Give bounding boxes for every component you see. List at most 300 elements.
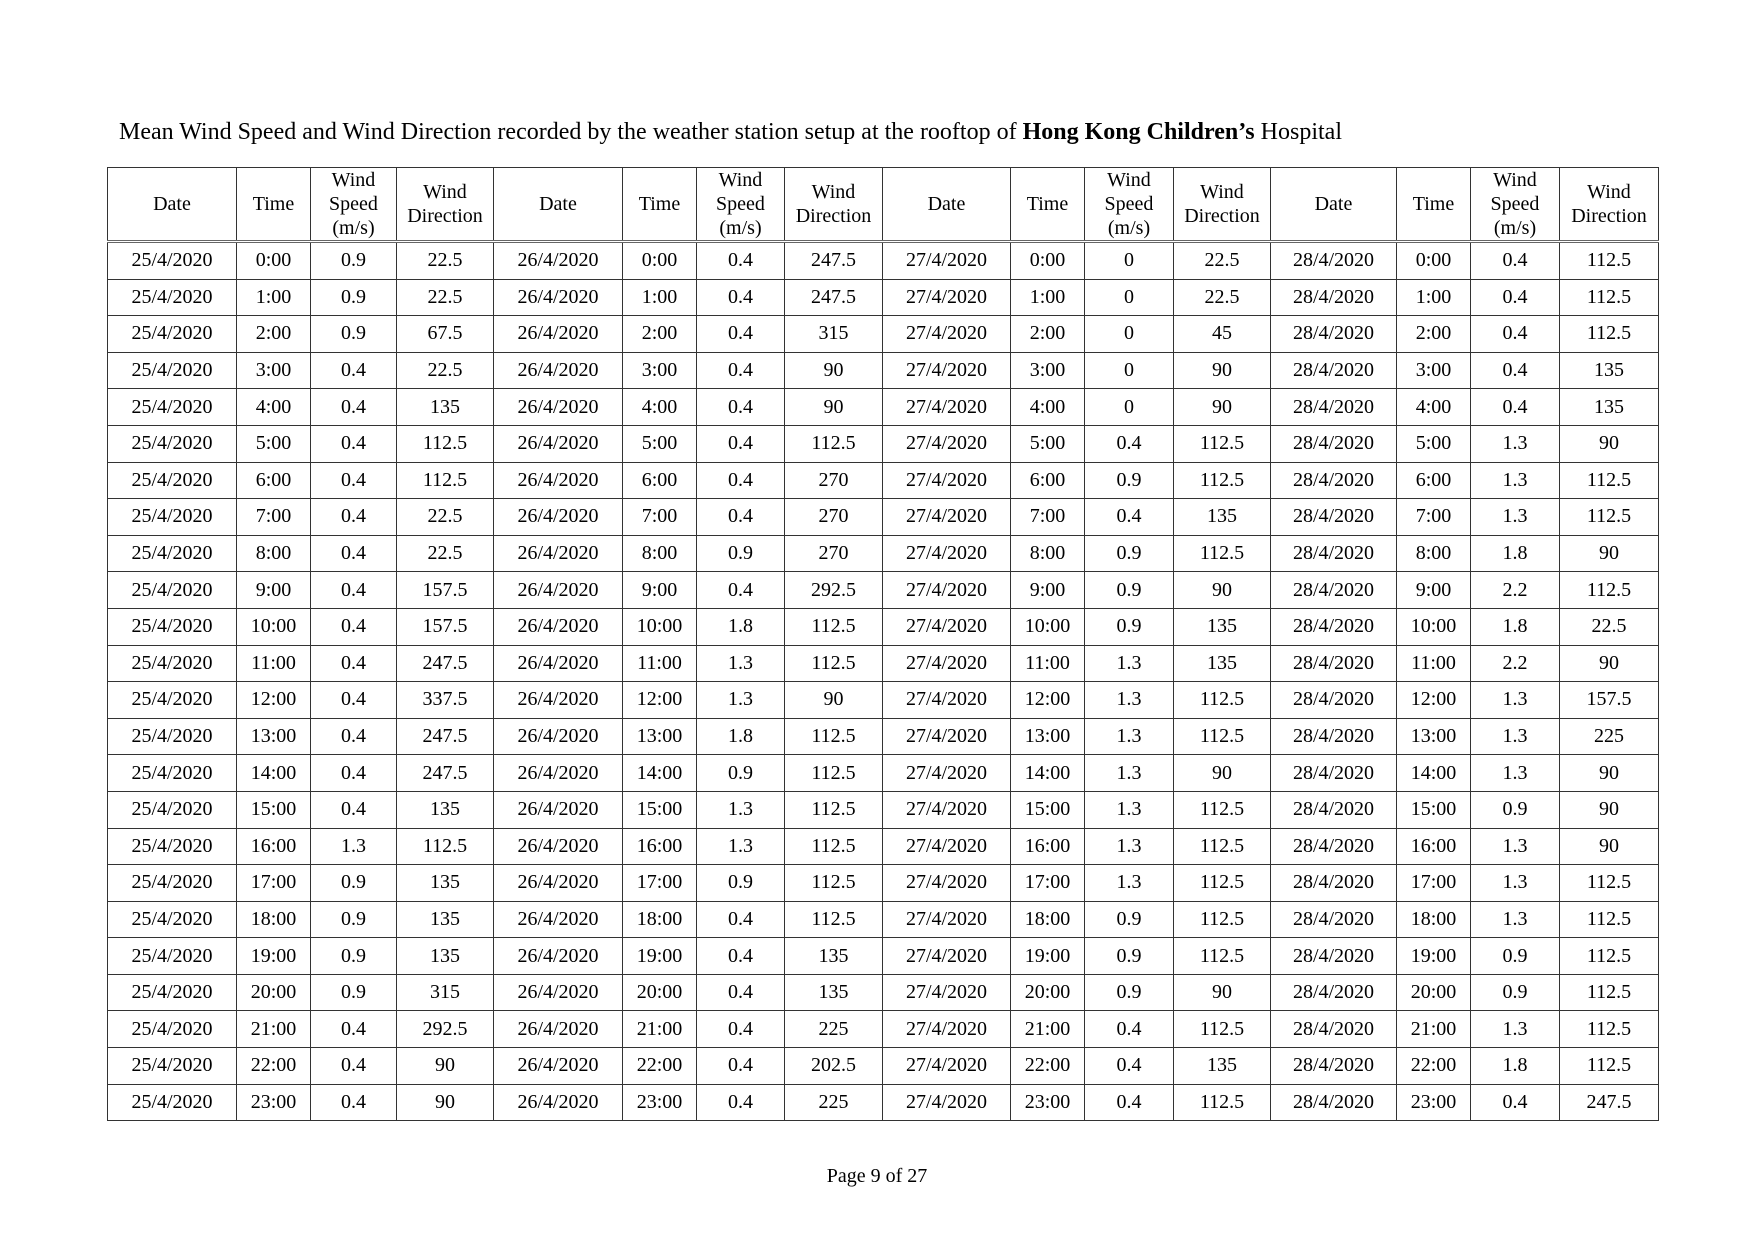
time-cell: 18:00: [623, 901, 697, 938]
wind-speed-cell: 0.4: [311, 1084, 397, 1121]
table-row: [108, 938, 1659, 975]
wind-speed-cell: 0.4: [697, 938, 785, 975]
time-cell: 12:00: [1011, 682, 1085, 719]
time-cell: 1:00: [1397, 279, 1471, 316]
date-cell: 25/4/2020: [108, 389, 237, 426]
time-cell: 6:00: [623, 462, 697, 499]
wind-speed-cell: 1.3: [697, 791, 785, 828]
wind-speed-cell: 1.3: [1085, 718, 1174, 755]
wind-speed-cell: 0: [1085, 352, 1174, 389]
wind-direction-cell: 112.5: [785, 718, 883, 755]
table-row: [108, 828, 1659, 865]
date-cell: 26/4/2020: [494, 791, 623, 828]
wind-direction-cell: 135: [785, 938, 883, 975]
wind-direction-cell: 90: [1174, 389, 1271, 426]
date-cell: 26/4/2020: [494, 462, 623, 499]
time-cell: 19:00: [623, 938, 697, 975]
date-cell: 25/4/2020: [108, 242, 237, 280]
wind-direction-cell: 112.5: [1174, 828, 1271, 865]
header-date: Date: [108, 168, 237, 242]
wind-direction-cell: 112.5: [785, 828, 883, 865]
date-cell: 28/4/2020: [1271, 1011, 1397, 1048]
date-cell: 25/4/2020: [108, 279, 237, 316]
wind-direction-cell: 270: [785, 535, 883, 572]
wind-direction-cell: 90: [1174, 352, 1271, 389]
wind-direction-cell: 112.5: [785, 755, 883, 792]
wind-speed-cell: 1.3: [1085, 755, 1174, 792]
wind-speed-cell: 0.4: [1471, 279, 1560, 316]
wind-direction-cell: 112.5: [1174, 718, 1271, 755]
wind-direction-cell: 270: [785, 462, 883, 499]
wind-speed-cell: 1.3: [1471, 718, 1560, 755]
wind-speed-cell: 0.9: [311, 242, 397, 280]
date-cell: 28/4/2020: [1271, 279, 1397, 316]
time-cell: 15:00: [1397, 791, 1471, 828]
date-cell: 27/4/2020: [883, 1048, 1011, 1085]
date-cell: 25/4/2020: [108, 572, 237, 609]
time-cell: 9:00: [623, 572, 697, 609]
wind-speed-cell: 0.9: [311, 316, 397, 353]
date-cell: 27/4/2020: [883, 755, 1011, 792]
time-cell: 20:00: [1397, 974, 1471, 1011]
time-cell: 16:00: [1397, 828, 1471, 865]
date-cell: 26/4/2020: [494, 499, 623, 536]
time-cell: 23:00: [237, 1084, 311, 1121]
wind-speed-cell: 0.4: [697, 901, 785, 938]
date-cell: 26/4/2020: [494, 608, 623, 645]
wind-speed-cell: 0.9: [1085, 901, 1174, 938]
header-date: Date: [883, 168, 1011, 242]
date-cell: 28/4/2020: [1271, 499, 1397, 536]
time-cell: 15:00: [237, 791, 311, 828]
time-cell: 7:00: [1011, 499, 1085, 536]
wind-direction-cell: 45: [1174, 316, 1271, 353]
date-cell: 25/4/2020: [108, 1011, 237, 1048]
wind-direction-cell: 292.5: [397, 1011, 494, 1048]
title-prefix: Mean Wind Speed and Wind Direction recorded by the weather station setup at the rooftop of: [119, 119, 1023, 145]
wind-direction-cell: 90: [397, 1048, 494, 1085]
time-cell: 9:00: [1011, 572, 1085, 609]
wind-speed-cell: 0.9: [1471, 791, 1560, 828]
date-cell: 26/4/2020: [494, 645, 623, 682]
time-cell: 1:00: [1011, 279, 1085, 316]
date-cell: 27/4/2020: [883, 535, 1011, 572]
date-cell: 25/4/2020: [108, 608, 237, 645]
date-cell: 27/4/2020: [883, 1011, 1011, 1048]
date-cell: 26/4/2020: [494, 279, 623, 316]
time-cell: 2:00: [1397, 316, 1471, 353]
time-cell: 18:00: [1397, 901, 1471, 938]
title-suffix: Hospital: [1254, 119, 1342, 145]
wind-speed-cell: 0.4: [311, 682, 397, 719]
time-cell: 23:00: [623, 1084, 697, 1121]
time-cell: 3:00: [237, 352, 311, 389]
time-cell: 21:00: [1011, 1011, 1085, 1048]
table-header-row: [108, 168, 1659, 242]
date-cell: 25/4/2020: [108, 535, 237, 572]
date-cell: 26/4/2020: [494, 682, 623, 719]
wind-speed-cell: 1.3: [1471, 901, 1560, 938]
date-cell: 26/4/2020: [494, 1084, 623, 1121]
date-cell: 28/4/2020: [1271, 242, 1397, 280]
time-cell: 17:00: [623, 865, 697, 902]
date-cell: 25/4/2020: [108, 352, 237, 389]
wind-direction-cell: 315: [397, 974, 494, 1011]
time-cell: 19:00: [237, 938, 311, 975]
time-cell: 13:00: [237, 718, 311, 755]
wind-speed-cell: 0.9: [1085, 608, 1174, 645]
date-cell: 27/4/2020: [883, 572, 1011, 609]
wind-direction-cell: 135: [1174, 499, 1271, 536]
wind-direction-cell: 67.5: [397, 316, 494, 353]
date-cell: 27/4/2020: [883, 974, 1011, 1011]
date-cell: 28/4/2020: [1271, 462, 1397, 499]
date-cell: 27/4/2020: [883, 901, 1011, 938]
wind-speed-cell: 0.4: [697, 499, 785, 536]
wind-direction-cell: 247.5: [785, 279, 883, 316]
time-cell: 0:00: [1011, 242, 1085, 280]
time-cell: 3:00: [623, 352, 697, 389]
table-row: [108, 499, 1659, 536]
wind-speed-cell: 0.9: [697, 535, 785, 572]
date-cell: 28/4/2020: [1271, 938, 1397, 975]
wind-direction-cell: 225: [1560, 718, 1659, 755]
wind-speed-cell: 1.3: [697, 682, 785, 719]
time-cell: 16:00: [1011, 828, 1085, 865]
wind-direction-cell: 22.5: [397, 279, 494, 316]
wind-speed-cell: 1.8: [1471, 1048, 1560, 1085]
date-cell: 25/4/2020: [108, 462, 237, 499]
wind-direction-cell: 225: [785, 1084, 883, 1121]
time-cell: 22:00: [623, 1048, 697, 1085]
date-cell: 27/4/2020: [883, 425, 1011, 462]
wind-speed-cell: 1.3: [1471, 828, 1560, 865]
wind-direction-cell: 22.5: [1174, 242, 1271, 280]
date-cell: 25/4/2020: [108, 682, 237, 719]
date-cell: 27/4/2020: [883, 608, 1011, 645]
wind-direction-cell: 135: [1174, 645, 1271, 682]
wind-speed-cell: 0.4: [697, 462, 785, 499]
date-cell: 27/4/2020: [883, 1084, 1011, 1121]
wind-direction-cell: 112.5: [1560, 462, 1659, 499]
wind-speed-cell: 0.9: [311, 279, 397, 316]
table-row: [108, 974, 1659, 1011]
date-cell: 25/4/2020: [108, 1084, 237, 1121]
wind-speed-cell: 0.9: [697, 865, 785, 902]
wind-direction-cell: 112.5: [1560, 499, 1659, 536]
time-cell: 13:00: [623, 718, 697, 755]
table-row: [108, 645, 1659, 682]
table-row: [108, 1048, 1659, 1085]
wind-direction-cell: 112.5: [1560, 242, 1659, 280]
wind-speed-cell: 0: [1085, 279, 1174, 316]
wind-direction-cell: 112.5: [1560, 572, 1659, 609]
wind-direction-cell: 135: [397, 901, 494, 938]
wind-direction-cell: 112.5: [397, 425, 494, 462]
header-wind-speed: Wind Speed (m/s): [1085, 168, 1174, 242]
table-row: [108, 316, 1659, 353]
table-row: [108, 682, 1659, 719]
wind-direction-cell: 135: [397, 865, 494, 902]
wind-speed-cell: 1.3: [1085, 828, 1174, 865]
date-cell: 28/4/2020: [1271, 865, 1397, 902]
time-cell: 0:00: [237, 242, 311, 280]
time-cell: 19:00: [1397, 938, 1471, 975]
wind-direction-cell: 112.5: [785, 608, 883, 645]
wind-speed-cell: 0.4: [311, 1048, 397, 1085]
time-cell: 11:00: [623, 645, 697, 682]
wind-direction-cell: 22.5: [397, 499, 494, 536]
table-body: [108, 242, 1659, 1121]
wind-speed-cell: 2.2: [1471, 572, 1560, 609]
wind-direction-cell: 90: [785, 352, 883, 389]
date-cell: 27/4/2020: [883, 718, 1011, 755]
date-cell: 26/4/2020: [494, 938, 623, 975]
date-cell: 28/4/2020: [1271, 608, 1397, 645]
wind-direction-cell: 90: [1174, 572, 1271, 609]
wind-speed-cell: 0.4: [311, 1011, 397, 1048]
wind-speed-cell: 0.4: [1471, 1084, 1560, 1121]
wind-speed-cell: 0.4: [697, 572, 785, 609]
date-cell: 25/4/2020: [108, 316, 237, 353]
date-cell: 28/4/2020: [1271, 645, 1397, 682]
wind-direction-cell: 112.5: [1174, 1011, 1271, 1048]
wind-direction-cell: 225: [785, 1011, 883, 1048]
wind-speed-cell: 1.3: [1085, 645, 1174, 682]
time-cell: 3:00: [1397, 352, 1471, 389]
table-row: [108, 791, 1659, 828]
date-cell: 28/4/2020: [1271, 352, 1397, 389]
header-time: Time: [237, 168, 311, 242]
wind-direction-cell: 112.5: [1560, 938, 1659, 975]
wind-speed-cell: 0.4: [311, 499, 397, 536]
date-cell: 28/4/2020: [1271, 828, 1397, 865]
date-cell: 25/4/2020: [108, 645, 237, 682]
wind-speed-cell: 1.3: [311, 828, 397, 865]
date-cell: 27/4/2020: [883, 389, 1011, 426]
date-cell: 28/4/2020: [1271, 1084, 1397, 1121]
date-cell: 26/4/2020: [494, 352, 623, 389]
header-wind-direction: Wind Direction: [1174, 168, 1271, 242]
wind-direction-cell: 157.5: [397, 572, 494, 609]
date-cell: 28/4/2020: [1271, 755, 1397, 792]
table-row: [108, 608, 1659, 645]
wind-direction-cell: 112.5: [1174, 938, 1271, 975]
date-cell: 25/4/2020: [108, 901, 237, 938]
wind-speed-cell: 0.4: [311, 535, 397, 572]
date-cell: 26/4/2020: [494, 901, 623, 938]
date-cell: 26/4/2020: [494, 572, 623, 609]
time-cell: 6:00: [1011, 462, 1085, 499]
table-row: [108, 242, 1659, 280]
page-number: Page 9 of 27: [826, 1165, 928, 1187]
page-title: [119, 117, 1342, 147]
date-cell: 27/4/2020: [883, 938, 1011, 975]
wind-direction-cell: 22.5: [1174, 279, 1271, 316]
header-time: Time: [623, 168, 697, 242]
time-cell: 7:00: [1397, 499, 1471, 536]
table-row: [108, 352, 1659, 389]
date-cell: 25/4/2020: [108, 828, 237, 865]
table-row: [108, 1011, 1659, 1048]
wind-speed-cell: 0.9: [311, 865, 397, 902]
table-row: [108, 462, 1659, 499]
wind-data-table: [107, 167, 1659, 1121]
wind-direction-cell: 22.5: [397, 352, 494, 389]
time-cell: 8:00: [237, 535, 311, 572]
header-time: Time: [1397, 168, 1471, 242]
wind-direction-cell: 112.5: [1560, 1048, 1659, 1085]
wind-direction-cell: 135: [1174, 1048, 1271, 1085]
time-cell: 21:00: [623, 1011, 697, 1048]
wind-speed-cell: 0.9: [1471, 938, 1560, 975]
wind-speed-cell: 0.4: [1085, 499, 1174, 536]
wind-direction-cell: 90: [1560, 535, 1659, 572]
date-cell: 28/4/2020: [1271, 682, 1397, 719]
date-cell: 28/4/2020: [1271, 389, 1397, 426]
wind-direction-cell: 90: [1174, 755, 1271, 792]
wind-direction-cell: 112.5: [1174, 791, 1271, 828]
wind-direction-cell: 315: [785, 316, 883, 353]
wind-direction-cell: 22.5: [397, 535, 494, 572]
wind-speed-cell: 0: [1085, 316, 1174, 353]
date-cell: 26/4/2020: [494, 535, 623, 572]
wind-direction-cell: 90: [1560, 791, 1659, 828]
wind-direction-cell: 112.5: [785, 901, 883, 938]
date-cell: 27/4/2020: [883, 865, 1011, 902]
wind-speed-cell: 0.4: [311, 755, 397, 792]
wind-speed-cell: 0.4: [1085, 1048, 1174, 1085]
wind-speed-cell: 0.4: [697, 1048, 785, 1085]
header-wind-direction: Wind Direction: [397, 168, 494, 242]
time-cell: 17:00: [237, 865, 311, 902]
time-cell: 12:00: [623, 682, 697, 719]
time-cell: 4:00: [237, 389, 311, 426]
time-cell: 17:00: [1011, 865, 1085, 902]
wind-speed-cell: 0.4: [697, 1011, 785, 1048]
wind-direction-cell: 112.5: [785, 791, 883, 828]
wind-speed-cell: 0.4: [1471, 352, 1560, 389]
wind-direction-cell: 157.5: [1560, 682, 1659, 719]
time-cell: 20:00: [237, 974, 311, 1011]
date-cell: 28/4/2020: [1271, 425, 1397, 462]
time-cell: 5:00: [623, 425, 697, 462]
wind-speed-cell: 0.4: [1471, 242, 1560, 280]
table-row: [108, 389, 1659, 426]
date-cell: 26/4/2020: [494, 316, 623, 353]
date-cell: 25/4/2020: [108, 974, 237, 1011]
wind-speed-cell: 0: [1085, 242, 1174, 280]
time-cell: 20:00: [623, 974, 697, 1011]
wind-speed-cell: 0.9: [311, 974, 397, 1011]
time-cell: 9:00: [1397, 572, 1471, 609]
time-cell: 13:00: [1011, 718, 1085, 755]
wind-speed-cell: 0: [1085, 389, 1174, 426]
date-cell: 25/4/2020: [108, 865, 237, 902]
time-cell: 13:00: [1397, 718, 1471, 755]
wind-direction-cell: 247.5: [397, 645, 494, 682]
wind-direction-cell: 135: [1560, 389, 1659, 426]
wind-direction-cell: 270: [785, 499, 883, 536]
date-cell: 28/4/2020: [1271, 535, 1397, 572]
wind-direction-cell: 90: [1560, 828, 1659, 865]
header-wind-direction: Wind Direction: [785, 168, 883, 242]
time-cell: 21:00: [237, 1011, 311, 1048]
wind-speed-cell: 1.3: [1471, 755, 1560, 792]
wind-direction-cell: 135: [397, 791, 494, 828]
wind-speed-cell: 1.3: [1085, 682, 1174, 719]
time-cell: 0:00: [623, 242, 697, 280]
wind-speed-cell: 1.8: [697, 718, 785, 755]
wind-speed-cell: 0.4: [1471, 389, 1560, 426]
date-cell: 26/4/2020: [494, 755, 623, 792]
date-cell: 27/4/2020: [883, 791, 1011, 828]
wind-direction-cell: 22.5: [397, 242, 494, 280]
time-cell: 2:00: [623, 316, 697, 353]
wind-direction-cell: 337.5: [397, 682, 494, 719]
wind-direction-cell: 112.5: [1560, 316, 1659, 353]
table-row: [108, 535, 1659, 572]
wind-direction-cell: 247.5: [397, 718, 494, 755]
wind-speed-cell: 0.4: [311, 572, 397, 609]
wind-speed-cell: 0.4: [697, 974, 785, 1011]
wind-speed-cell: 0.4: [1085, 1084, 1174, 1121]
header-time: Time: [1011, 168, 1085, 242]
wind-direction-cell: 135: [397, 389, 494, 426]
time-cell: 9:00: [237, 572, 311, 609]
time-cell: 17:00: [1397, 865, 1471, 902]
time-cell: 22:00: [1011, 1048, 1085, 1085]
wind-speed-cell: 1.8: [1471, 535, 1560, 572]
time-cell: 19:00: [1011, 938, 1085, 975]
wind-direction-cell: 90: [1174, 974, 1271, 1011]
wind-speed-cell: 1.3: [697, 828, 785, 865]
date-cell: 27/4/2020: [883, 682, 1011, 719]
time-cell: 15:00: [623, 791, 697, 828]
time-cell: 7:00: [623, 499, 697, 536]
time-cell: 16:00: [237, 828, 311, 865]
wind-direction-cell: 112.5: [1560, 1011, 1659, 1048]
wind-direction-cell: 112.5: [785, 645, 883, 682]
date-cell: 26/4/2020: [494, 389, 623, 426]
wind-speed-cell: 0.4: [697, 316, 785, 353]
wind-speed-cell: 2.2: [1471, 645, 1560, 682]
wind-speed-cell: 0.4: [697, 242, 785, 280]
date-cell: 26/4/2020: [494, 974, 623, 1011]
table-row: [108, 1084, 1659, 1121]
date-cell: 26/4/2020: [494, 425, 623, 462]
time-cell: 10:00: [623, 608, 697, 645]
header-wind-direction: Wind Direction: [1560, 168, 1659, 242]
wind-speed-cell: 0.4: [1085, 425, 1174, 462]
time-cell: 22:00: [1397, 1048, 1471, 1085]
date-cell: 27/4/2020: [883, 499, 1011, 536]
wind-speed-cell: 0.4: [697, 389, 785, 426]
wind-speed-cell: 1.3: [1471, 682, 1560, 719]
wind-speed-cell: 1.3: [1471, 499, 1560, 536]
wind-speed-cell: 0.4: [1471, 316, 1560, 353]
wind-direction-cell: 112.5: [1174, 1084, 1271, 1121]
time-cell: 4:00: [1011, 389, 1085, 426]
wind-speed-cell: 0.4: [311, 645, 397, 682]
time-cell: 18:00: [1011, 901, 1085, 938]
wind-direction-cell: 112.5: [1174, 682, 1271, 719]
time-cell: 18:00: [237, 901, 311, 938]
time-cell: 11:00: [237, 645, 311, 682]
wind-speed-cell: 0.9: [1085, 535, 1174, 572]
wind-direction-cell: 22.5: [1560, 608, 1659, 645]
time-cell: 4:00: [623, 389, 697, 426]
